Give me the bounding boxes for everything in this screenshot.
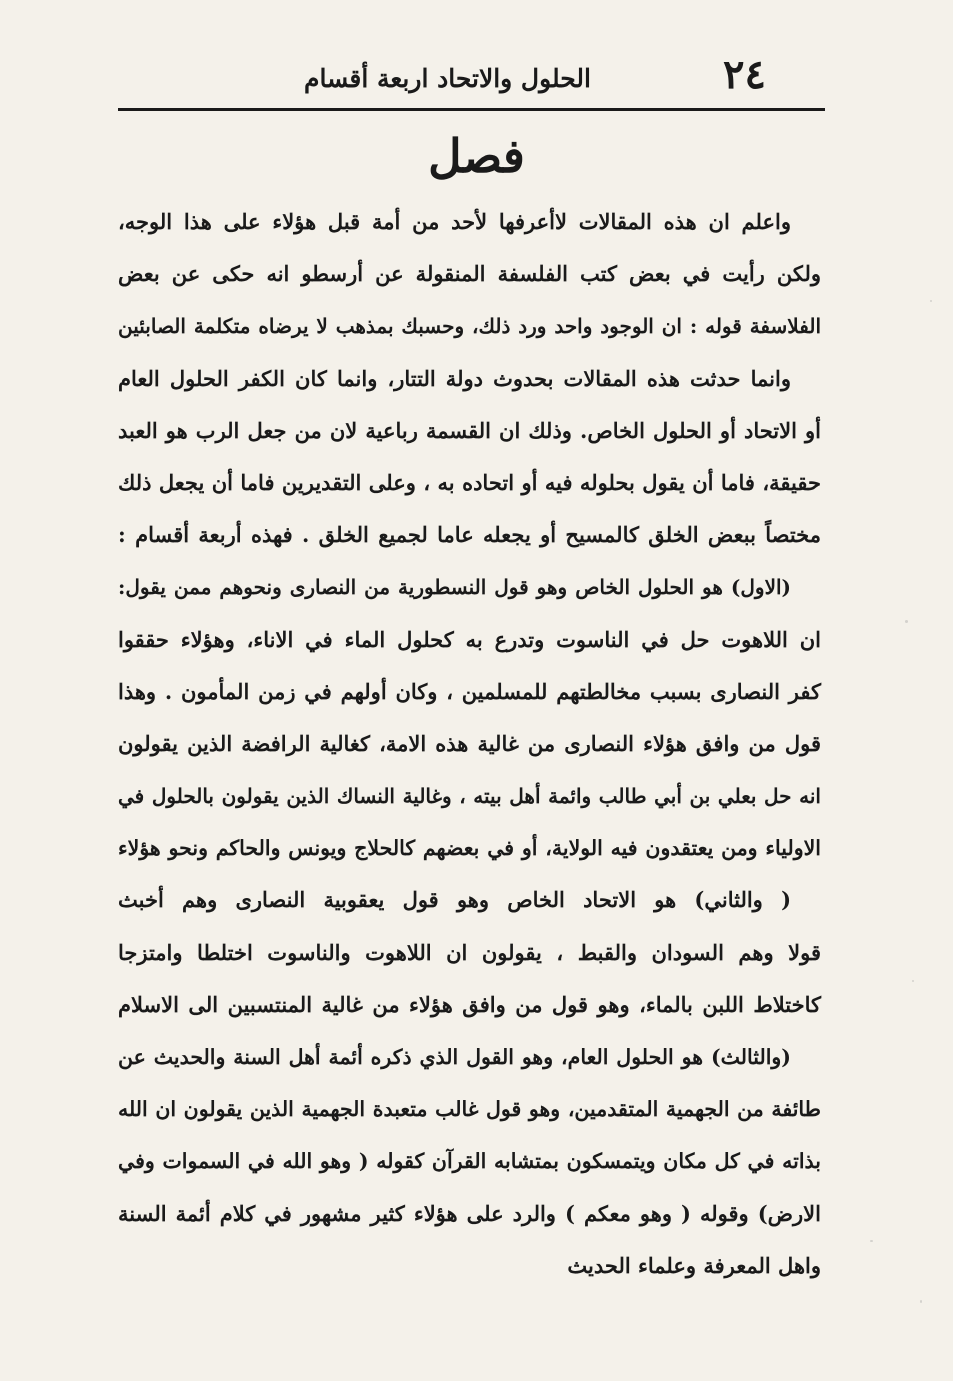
text-line: بذاته في كل مكان ويتمسكون بمتشابه القرآن كقوله ( وهو الله في السموات وفي	[118, 1149, 821, 1174]
text-line: انه حل بعلي بن أبي طالب وائمة أهل بيته ، وغالية النساك الذين يقولون بالحلول في	[118, 784, 821, 809]
text-line: قولا وهم السودان والقبط ، يقولون ان اللاهوت والناسوت اختلطا وامتزجا	[118, 939, 821, 965]
page-number: ٢٤	[723, 51, 766, 98]
text-line: ولكن رأيت في بعض كتب الفلسفة المنقولة عن أرسطو انه حكى عن بعض	[118, 261, 821, 287]
text-line: (الاول) هو الحلول الخاص وهو قول النسطورية من النصارى ونحوهم ممن يقول:	[118, 575, 791, 600]
text-line: واهل المعرفة وعلماء الحديث	[567, 1252, 821, 1278]
text-line: الفلاسفة قوله : ان الوجود واحد ورد ذلك، وحسبك بمذهب لا يرضاه متكلمة الصابئين	[118, 314, 821, 339]
running-title: الحلول والاتحاد اربعة أقسام	[303, 64, 591, 93]
text-line: طائفة من الجهمية المتقدمين، وهو قول غالب متعبدة الجهمية الذين يقولون ان الله	[118, 1097, 821, 1122]
text-line: (والثالث) هو الحلول العام، وهو القول الذي ذكره أئمة أهل السنة والحديث عن	[118, 1045, 791, 1069]
text-line: حقيقة، فاما أن يقول بحلوله فيه أو اتحاده به ، وعلى التقديرين فاما أن يجعل ذلك	[118, 469, 821, 495]
text-line: وانما حدثت هذه المقالات بحدوث دولة التتار، وانما كان الكفر الحلول العام	[118, 365, 791, 391]
header-rule	[118, 108, 825, 111]
paper-speck	[905, 620, 908, 623]
paper-speck	[870, 1240, 873, 1242]
text-line: أو الاتحاد أو الحلول الخاص. وذلك ان القسمة رباعية لان من جعل الرب هو العبد	[118, 417, 821, 443]
paper-speck	[912, 980, 914, 982]
text-line: ان اللاهوت حل في الناسوت وتدرع به كحلول الماء في الاناء، وهؤلاء حققوا	[118, 626, 821, 652]
text-line: الاولياء ومن يعتقدون فيه الولاية، أو في بعضهم كالحلاج ويونس والحاكم ونحو هؤلاء	[118, 836, 821, 861]
running-header	[118, 48, 821, 106]
section-heading: فصل	[428, 129, 525, 183]
text-line: كاختلاط اللبن بالماء، وهو قول من وافق هؤلاء من غالية المنتسبين الى الاسلام	[118, 991, 821, 1017]
paper-speck	[930, 300, 932, 302]
text-line: الارض) وقوله ( وهو معكم ) والرد على هؤلاء كثير مشهور في كلام أئمة السنة	[118, 1200, 821, 1226]
paper-speck	[920, 1300, 922, 1303]
text-line: قول من وافق هؤلاء النصارى من غالية هذه الامة، كغالية الرافضة الذين يقولون	[118, 730, 821, 756]
text-line: كفر النصارى بسبب مخالطتهم للمسلمين ، وكان أولهم في زمن المأمون . وهذا	[118, 678, 821, 704]
text-line: مختصاً ببعض الخلق كالمسيح أو يجعله عاما لجميع الخلق . فهذه أربعة أقسام :	[118, 522, 821, 548]
text-line: واعلم ان هذه المقالات لاأعرفها لأحد من أمة قبل هؤلاء على هذا الوجه،	[118, 209, 791, 234]
body-text	[118, 196, 821, 1292]
text-line: ( والثاني) هو الاتحاد الخاص وهو قول يعقوبية النصارى وهم أخبث	[118, 887, 791, 913]
